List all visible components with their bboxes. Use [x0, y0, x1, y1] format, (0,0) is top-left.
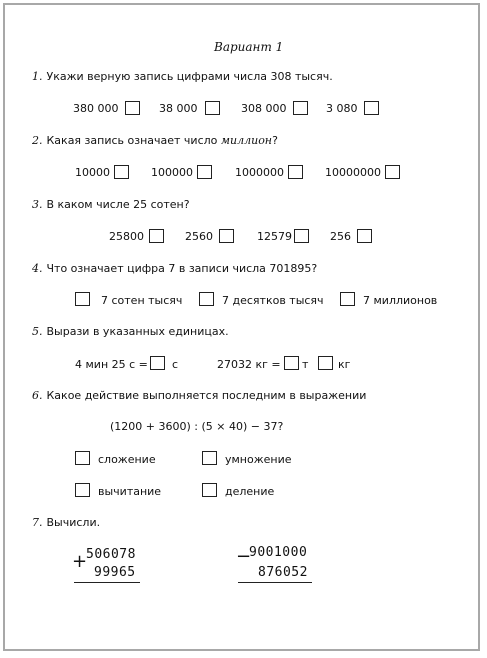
question-number: 3. — [32, 198, 43, 211]
q6-option-checkbox[interactable] — [202, 483, 217, 497]
q1-option-checkbox[interactable] — [205, 101, 220, 115]
question-2 — [32, 134, 278, 147]
subtraction-result-line — [238, 582, 312, 583]
q4-option-label: 7 сотен тысяч — [101, 294, 183, 307]
addition-sign: + — [72, 551, 88, 572]
q6-expression: (1200 + 3600) : (5 × 40) − 37? — [110, 420, 284, 433]
q1-option-label: 3 080 — [326, 102, 358, 115]
question-text-italic: миллион — [220, 134, 273, 147]
q1-option-checkbox[interactable] — [364, 101, 379, 115]
q5-time-expression: 4 мин 25 с = — [75, 358, 148, 371]
addition-result-line — [74, 582, 140, 583]
q3-option-label: 25800 — [109, 230, 144, 243]
q6-option-label: деление — [225, 485, 275, 498]
q2-option-label: 10000 — [75, 166, 110, 179]
q6-option-label: сложение — [98, 453, 156, 466]
q2-option-checkbox[interactable] — [197, 165, 212, 179]
question-6 — [32, 389, 366, 402]
question-3 — [32, 198, 190, 211]
question-text: Что означает цифра 7 в записи числа 701895? — [46, 262, 318, 275]
subtraction-top-number: 9001000 — [249, 545, 308, 560]
q3-option-checkbox[interactable] — [357, 229, 372, 243]
question-4 — [32, 262, 317, 275]
q4-option-label: 7 миллионов — [363, 294, 438, 307]
q1-option-checkbox[interactable] — [125, 101, 140, 115]
q3-option-label: 2560 — [185, 230, 213, 243]
question-text: Укажи верную запись цифрами числа 308 тысяч. — [46, 70, 333, 83]
question-text: В каком числе 25 сотен? — [46, 198, 190, 211]
q2-option-checkbox[interactable] — [385, 165, 400, 179]
q6-option-checkbox[interactable] — [75, 451, 90, 465]
question-number: 4. — [32, 262, 43, 275]
q4-option-checkbox[interactable] — [75, 292, 90, 306]
q2-option-label: 100000 — [151, 166, 193, 179]
q2-option-checkbox[interactable] — [114, 165, 129, 179]
q2-option-checkbox[interactable] — [288, 165, 303, 179]
q5-mass-expression: 27032 кг = — [217, 358, 281, 371]
question-1 — [32, 70, 333, 83]
addition-top-number: 506078 — [86, 547, 136, 562]
worksheet-title: Вариант 1 — [214, 40, 284, 54]
q4-option-checkbox[interactable] — [199, 292, 214, 306]
q6-option-checkbox[interactable] — [75, 483, 90, 497]
subtraction-bottom-number: 876052 — [258, 565, 308, 580]
question-text: Вычисли. — [46, 516, 101, 529]
question-number: 2. — [32, 134, 43, 147]
q5-tons-unit: т — [302, 358, 309, 371]
subtraction-sign: − — [236, 546, 252, 567]
q3-option-label: 12579 — [257, 230, 292, 243]
question-text: Какая запись означает число — [46, 134, 218, 147]
q5-seconds-answer-box[interactable] — [150, 356, 165, 370]
q1-option-label: 380 000 — [73, 102, 119, 115]
q5-seconds-unit: с — [172, 358, 179, 371]
q3-option-checkbox[interactable] — [219, 229, 234, 243]
q6-option-checkbox[interactable] — [202, 451, 217, 465]
q3-option-label: 256 — [330, 230, 351, 243]
q5-kg-unit: кг — [338, 358, 351, 371]
addition-bottom-number: 99965 — [94, 565, 136, 580]
question-number: 6. — [32, 389, 43, 402]
q2-option-label: 10000000 — [325, 166, 381, 179]
q4-option-checkbox[interactable] — [340, 292, 355, 306]
q2-option-label: 1000000 — [235, 166, 284, 179]
question-text: Вырази в указанных единицах. — [46, 325, 229, 338]
q5-kg-answer-box[interactable] — [318, 356, 333, 370]
question-number: 5. — [32, 325, 43, 338]
question-5 — [32, 325, 229, 338]
q1-option-label: 38 000 — [159, 102, 198, 115]
q1-option-label: 308 000 — [241, 102, 287, 115]
q6-option-label: вычитание — [98, 485, 162, 498]
q1-option-checkbox[interactable] — [293, 101, 308, 115]
q4-option-label: 7 десятков тысяч — [222, 294, 324, 307]
q3-option-checkbox[interactable] — [294, 229, 309, 243]
question-number: 1. — [32, 70, 43, 83]
question-number: 7. — [32, 516, 43, 529]
question-7 — [32, 516, 100, 529]
q3-option-checkbox[interactable] — [149, 229, 164, 243]
q5-tons-answer-box[interactable] — [284, 356, 299, 370]
question-text: Какое действие выполняется последним в выражении — [46, 389, 367, 402]
question-text-end: ? — [272, 134, 278, 147]
q6-option-label: умножение — [225, 453, 292, 466]
